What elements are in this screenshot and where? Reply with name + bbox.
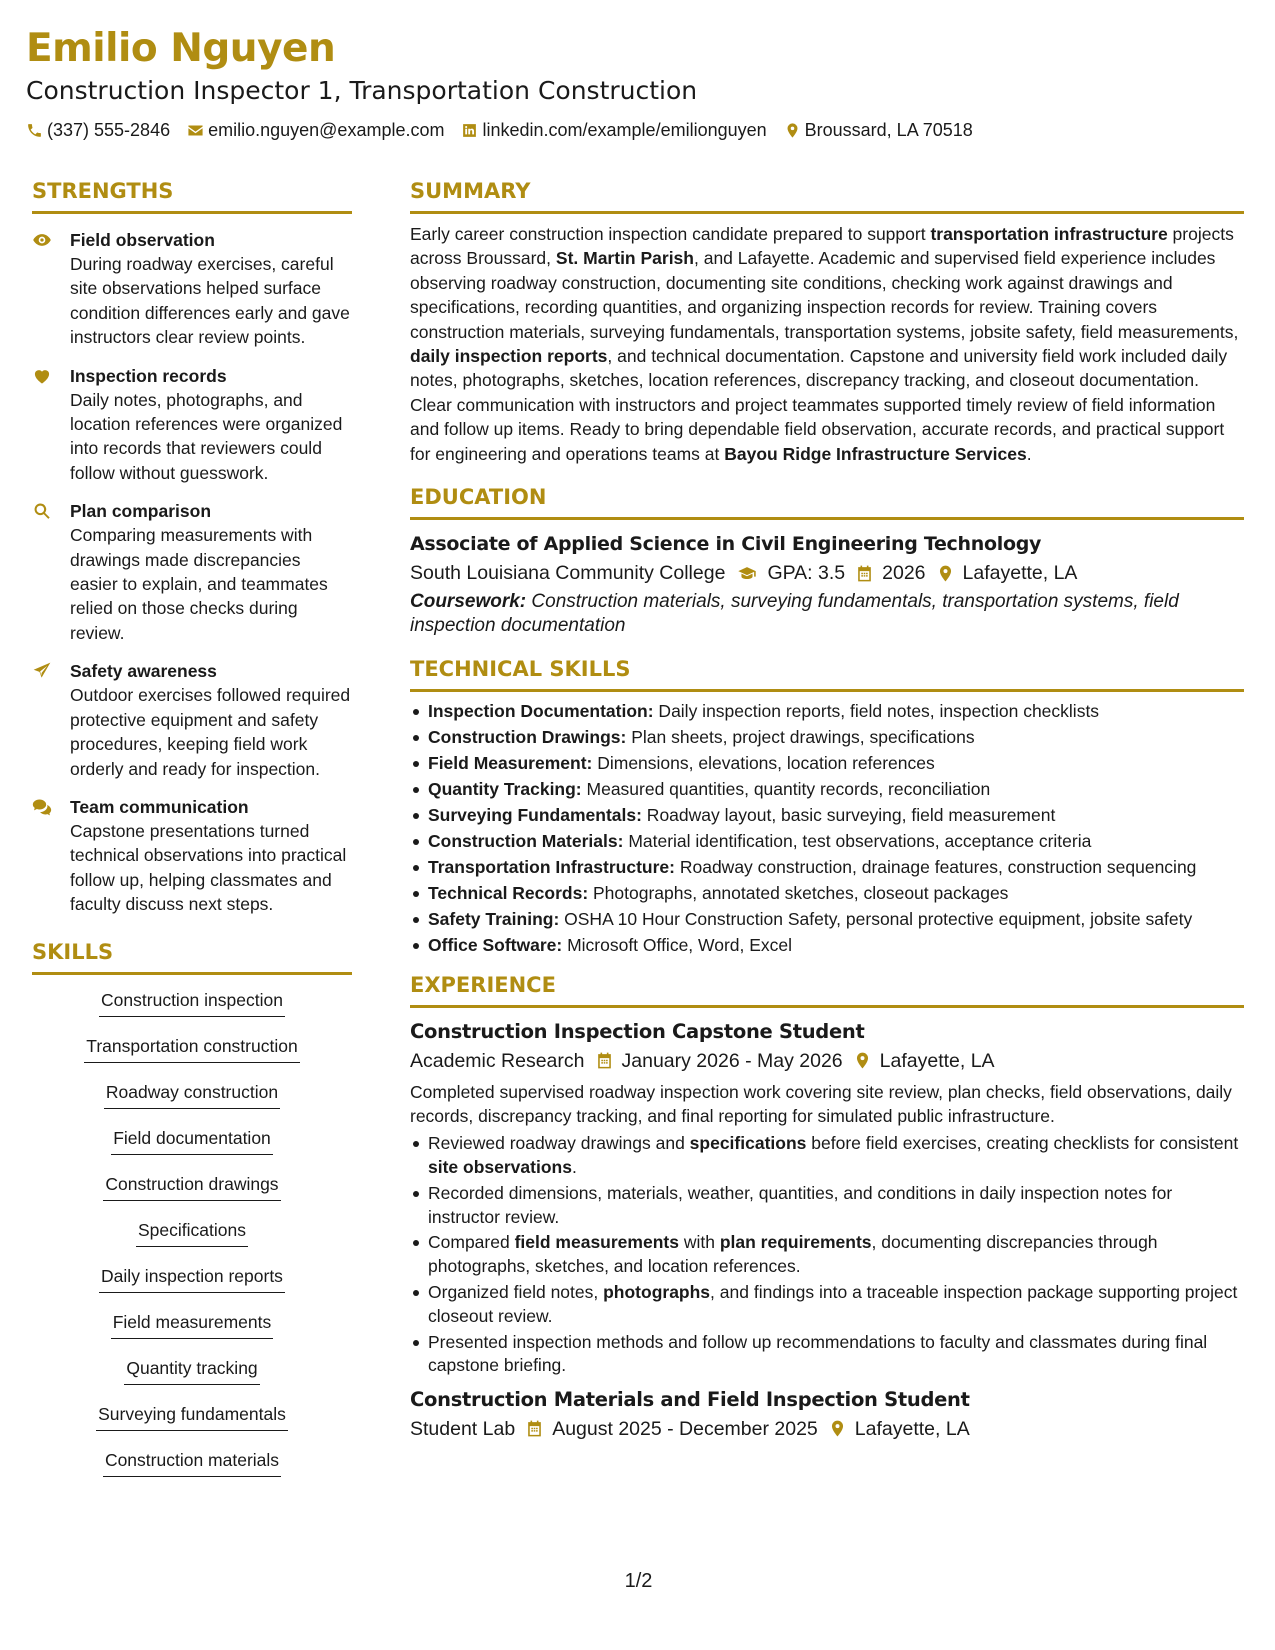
calendar-icon: [525, 1419, 544, 1438]
map-pin-icon: [784, 122, 801, 139]
phone-text: (337) 555-2846: [47, 120, 171, 140]
right-column: [410, 176, 1244, 1444]
skill-tag: Daily inspection reports: [99, 1265, 285, 1293]
summary-part: projects across Broussard,: [410, 224, 1234, 269]
page-number: 1/2: [624, 1570, 653, 1592]
degree-title: Associate of Applied Science in Civil Engineering Technology: [410, 533, 1042, 556]
bullet-text: Presented inspection methods and follow up recommendations to faculty and classmates during final capstone briefing.: [428, 1331, 1208, 1376]
technical-skills-heading: TECHNICAL SKILLS: [410, 654, 1244, 692]
skill-category: Surveying Fundamentals:: [428, 805, 642, 825]
list-item: [410, 1331, 1244, 1378]
list-item: [410, 752, 1244, 776]
list-item: [410, 1132, 1244, 1179]
job-dates-text: August 2025 - December 2025: [552, 1417, 818, 1440]
strength-item: [32, 364, 352, 486]
email-text: emilio.nguyen@example.com: [208, 120, 445, 140]
coursework-label: Coursework:: [410, 591, 527, 613]
coursework-text: Construction materials, surveying fundamentals, transportation systems, field inspection documentation: [410, 591, 1179, 637]
skill-tag: Quantity tracking: [124, 1357, 259, 1385]
skill-detail: Microsoft Office, Word, Excel: [562, 934, 793, 955]
heart-icon: [32, 366, 52, 386]
skill-category: Safety Training:: [428, 908, 560, 929]
graduation-cap-icon: [735, 564, 759, 583]
summary-part: , and Lafayette. Academic and supervised field experience includes observing roadway construction, documenting site conditions, checking work against drawings and specifications, recording quantities, and organizing inspection records for review. Training covers construction materials, surveying fundamentals, transportation systems, jobsite safety, field measurements,: [410, 248, 1239, 342]
skill-detail: Daily inspection reports, field notes, inspection checklists: [653, 701, 1100, 722]
skill-tag: Surveying fundamentals: [96, 1403, 288, 1431]
list-item: [410, 1231, 1244, 1278]
summary-highlight: daily inspection reports: [410, 346, 608, 367]
search-icon: [32, 501, 52, 521]
job-org: Student Lab: [410, 1417, 516, 1440]
skill-category: Quantity Tracking:: [428, 779, 582, 800]
school-name: South Louisiana Community College: [410, 562, 726, 585]
technical-skills-list: [410, 700, 1244, 957]
left-column: [32, 176, 352, 1495]
bullet-text: , documenting discrepancies through photographs, sketches, and location references.: [428, 1232, 1158, 1277]
job-description: Completed supervised roadway inspection work covering site review, plan checks, field observations, daily records, discrepancy tracking, and final reporting for simulated public infrastructure.: [410, 1081, 1232, 1126]
strength-title: Safety awareness: [70, 661, 217, 682]
list-item: [410, 830, 1244, 854]
job-title: Construction Inspection Capstone Student: [410, 1019, 865, 1043]
contact-location: [784, 118, 973, 142]
list-item: [410, 908, 1244, 932]
job-location-text: Lafayette, LA: [879, 1049, 995, 1072]
strength-item: [32, 499, 352, 645]
summary-highlight: transportation infrastructure: [930, 224, 1168, 244]
map-pin-icon: [853, 1051, 872, 1070]
coursework: [410, 590, 1244, 638]
strengths-heading: STRENGTHS: [32, 176, 352, 214]
bullet-highlight: field measurements: [514, 1232, 679, 1253]
strength-desc: During roadway exercises, careful site observations helped surface condition differences early and gave instructors clear review points.: [70, 254, 350, 348]
summary-highlight: St. Martin Parish: [555, 248, 694, 269]
strength-item: [32, 228, 352, 350]
strength-item: [32, 795, 352, 917]
contact-email[interactable]: [187, 118, 444, 142]
skill-detail: Dimensions, elevations, location references: [592, 753, 935, 774]
job-dates: [595, 1046, 843, 1076]
job-location-text: Lafayette, LA: [854, 1417, 970, 1440]
linkedin-icon: [461, 122, 478, 139]
list-item: [410, 1281, 1244, 1328]
candidate-title: Construction Inspector 1, Transportation Construction: [26, 76, 698, 105]
skill-tag: Construction inspection: [99, 989, 285, 1017]
skill-category: Office Software:: [428, 934, 563, 955]
skill-category: Field Measurement:: [428, 753, 593, 774]
skill-tag: Field measurements: [111, 1311, 274, 1339]
job-location: [828, 1414, 970, 1444]
summary-part: .: [1026, 443, 1032, 464]
list-item: [410, 1182, 1244, 1229]
job-bullets: [410, 1132, 1244, 1378]
chat-bubbles-icon: [32, 797, 52, 817]
paper-plane-icon: [32, 661, 52, 681]
strength-desc: Daily notes, photographs, and location references were organized into records that reviewers could follow without guesswork.: [70, 389, 343, 483]
strength-title: Inspection records: [70, 365, 227, 386]
strength-title: Field observation: [70, 230, 215, 250]
skill-detail: Measured quantities, quantity records, reconciliation: [581, 779, 991, 800]
strength-desc: Comparing measurements with drawings made discrepancies easier to explain, and teammates relied on those checks during review.: [70, 525, 328, 643]
skill-detail: Roadway layout, basic surveying, field measurement: [641, 805, 1056, 825]
skill-detail: OSHA 10 Hour Construction Safety, personal protective equipment, jobsite safety: [559, 908, 1193, 929]
education-meta: [410, 558, 1244, 588]
contact-bar: [26, 118, 1249, 142]
calendar-icon: [855, 564, 874, 583]
list-item: [410, 856, 1244, 880]
skill-detail: Photographs, annotated sketches, closeout packages: [588, 882, 1009, 903]
list-item: [410, 700, 1244, 724]
skill-category: Construction Materials:: [428, 830, 624, 851]
job-location: [853, 1046, 995, 1076]
list-item: [410, 778, 1244, 802]
bullet-text: with: [678, 1232, 720, 1253]
contact-phone[interactable]: [26, 118, 170, 142]
bullet-text: Organized field notes,: [428, 1282, 604, 1303]
list-item: [410, 726, 1244, 750]
location-text: Broussard, LA 70518: [804, 120, 973, 140]
gpa: [735, 558, 845, 588]
skill-detail: Plan sheets, project drawings, specifications: [626, 727, 975, 748]
bullet-text: Reviewed roadway drawings and: [428, 1133, 690, 1154]
strength-title: Team communication: [70, 796, 249, 817]
strength-desc: Outdoor exercises followed required protective equipment and safety procedures, keeping field work orderly and ready for inspection.: [70, 685, 351, 779]
calendar-icon: [595, 1051, 614, 1070]
bullet-text: .: [571, 1156, 577, 1177]
skills-list: [32, 989, 352, 1495]
job-dates-text: January 2026 - May 2026: [621, 1049, 843, 1072]
skills-heading: SKILLS: [32, 937, 352, 975]
skill-detail: Roadway construction, drainage features, construction sequencing: [674, 856, 1197, 877]
strength-title: Plan comparison: [70, 501, 212, 522]
school-location-text: Lafayette, LA: [962, 562, 1078, 585]
graduation-year: [855, 558, 925, 588]
gpa-text: GPA: 3.5: [767, 562, 846, 585]
summary-highlight: Bayou Ridge Infrastructure Services: [724, 443, 1027, 464]
bullet-text: Compared: [428, 1232, 515, 1253]
map-pin-icon: [936, 564, 955, 583]
school-location: [936, 558, 1078, 588]
education-heading: EDUCATION: [410, 482, 1244, 520]
summary-part: Early career construction inspection candidate prepared to support: [410, 224, 931, 244]
contact-linkedin[interactable]: [461, 118, 766, 142]
summary-text: [410, 222, 1244, 466]
bullet-text: , and findings into a traceable inspection package supporting project closeout review.: [428, 1282, 1238, 1326]
job-title: Construction Materials and Field Inspection Student: [410, 1387, 970, 1411]
summary-part: , and technical documentation. Capstone and university field work included daily notes, photographs, sketches, location references, discrepancy tracking, and closeout documentation. Clear communication with instructors and project teammates supported timely review of field information and follow up items. Ready to bring dependable field observation, accurate records, and practical support for engineering and operations teams at: [410, 346, 1228, 464]
job-meta: [410, 1414, 1244, 1444]
bullet-highlight: photographs: [603, 1282, 711, 1303]
strength-item: [32, 659, 352, 781]
list-item: [410, 804, 1244, 828]
eye-icon: [32, 230, 52, 250]
job-org: Academic Research: [410, 1049, 585, 1072]
skill-detail: Material identification, test observations, acceptance criteria: [623, 830, 1092, 851]
skill-tag: Construction materials: [103, 1449, 281, 1477]
skill-tag: Specifications: [136, 1219, 248, 1247]
skill-tag: Transportation construction: [84, 1035, 299, 1063]
summary-heading: SUMMARY: [410, 176, 1244, 214]
candidate-name: Emilio Nguyen: [26, 26, 336, 71]
bullet-text: before field exercises, creating checklists for consistent: [806, 1133, 1239, 1154]
envelope-icon: [187, 122, 204, 139]
skill-category: Transportation Infrastructure:: [428, 856, 675, 877]
list-item: [410, 934, 1244, 958]
bullet-highlight: plan requirements: [719, 1232, 872, 1253]
phone-icon: [26, 122, 43, 139]
job-meta: [410, 1046, 1244, 1076]
bullet-text: Recorded dimensions, materials, weather, quantities, and conditions in daily inspection notes for instructor review.: [428, 1182, 1173, 1227]
skill-tag: Construction drawings: [103, 1173, 280, 1201]
map-pin-icon: [828, 1419, 847, 1438]
year-text: 2026: [882, 562, 926, 585]
list-item: [410, 882, 1244, 906]
resume-header: [26, 22, 1249, 142]
bullet-highlight: site observations: [428, 1156, 572, 1177]
skill-category: Inspection Documentation:: [428, 701, 654, 722]
bullet-highlight: specifications: [689, 1133, 807, 1154]
job-dates: [525, 1414, 818, 1444]
skill-tag: Field documentation: [111, 1127, 273, 1155]
strength-desc: Capstone presentations turned technical observations into practical follow up, helping classmates and faculty discuss next steps.: [70, 820, 347, 915]
skill-tag: Roadway construction: [104, 1081, 280, 1109]
experience-heading: EXPERIENCE: [410, 970, 1244, 1008]
skill-category: Technical Records:: [428, 882, 589, 903]
linkedin-text: linkedin.com/example/emilionguyen: [482, 120, 767, 140]
skill-category: Construction Drawings:: [428, 727, 627, 748]
